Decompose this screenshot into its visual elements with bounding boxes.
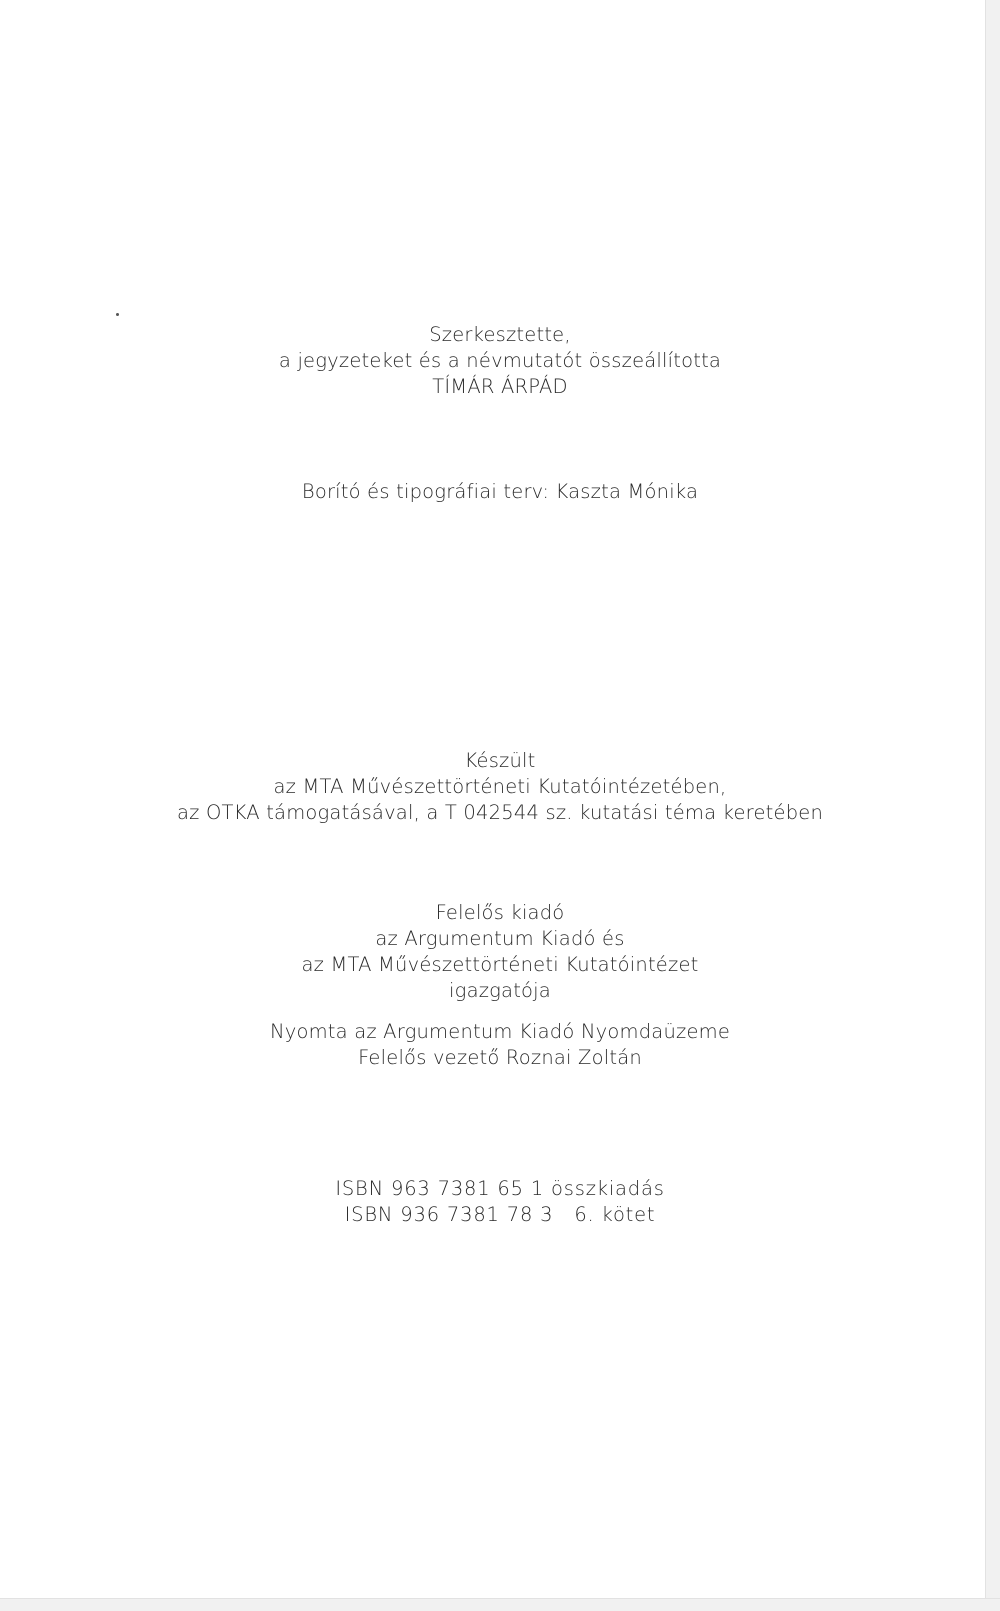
production-line-3: az OTKA támogatásával, a T 042544 sz. kutatási téma keretében xyxy=(176,801,824,824)
printer-line-1: Nyomta az Argumentum Kiadó Nyomdaüzeme xyxy=(269,1020,731,1043)
publisher-line-3: az MTA Művészettörténeti Kutatóintézet xyxy=(301,953,699,976)
page-bottom-edge xyxy=(0,1598,1000,1611)
isbn-block xyxy=(0,1176,1000,1228)
publisher-line-1: Felelős kiadó xyxy=(435,901,565,924)
isbn-line-1: ISBN 963 7381 65 1 összkiadás xyxy=(335,1177,665,1200)
publisher-line-4: igazgatója xyxy=(449,979,551,1002)
editor-line-1: Szerkesztette, xyxy=(429,323,571,346)
publisher-credit xyxy=(0,900,1000,1004)
printer-line-2: Felelős vezető Roznai Zoltán xyxy=(358,1046,642,1069)
cover-design-line: Borító és tipográfiai terv: Kaszta Mónika xyxy=(301,480,699,503)
production-line-1: Készült xyxy=(464,749,536,772)
production-note xyxy=(0,748,1000,826)
editor-name: TÍMÁR ÁRPÁD xyxy=(432,375,568,398)
printer-credit xyxy=(0,1019,1000,1071)
publisher-line-2: az Argumentum Kiadó és xyxy=(375,927,625,950)
production-line-2: az MTA Művészettörténeti Kutatóintézetében, xyxy=(273,775,727,798)
isbn-line-2: ISBN 936 7381 78 3 6. kötet xyxy=(344,1203,656,1226)
cover-design-credit xyxy=(0,479,1000,505)
editor-line-2: a jegyzeteket és a névmutatót összeállította xyxy=(278,349,722,372)
editor-credit xyxy=(0,322,1000,400)
scan-speck xyxy=(116,313,119,316)
